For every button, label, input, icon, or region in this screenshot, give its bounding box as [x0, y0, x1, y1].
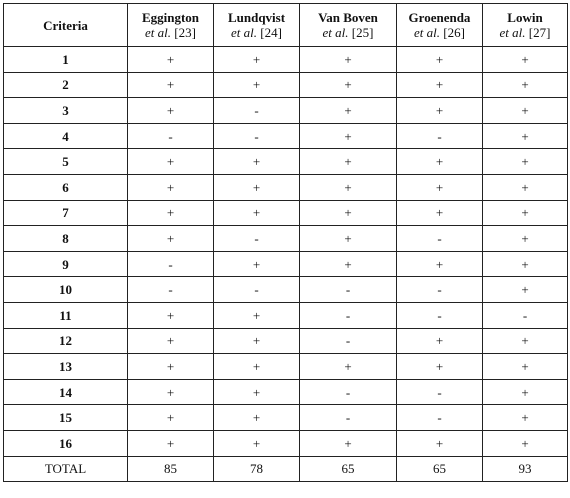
- total-row: [4, 456, 568, 481]
- criterion-mark: -: [300, 379, 397, 405]
- study-citation: [214, 25, 299, 40]
- total-value: 78: [214, 456, 300, 481]
- criterion-mark: +: [483, 328, 568, 354]
- criterion-mark: -: [128, 277, 214, 303]
- criterion-mark: +: [397, 47, 483, 73]
- criterion-mark: +: [128, 98, 214, 124]
- criterion-number: 3: [4, 98, 128, 124]
- table-row: [4, 149, 568, 175]
- criterion-mark: -: [214, 277, 300, 303]
- criterion-mark: +: [128, 47, 214, 73]
- total-value: 85: [128, 456, 214, 481]
- criterion-mark: +: [300, 98, 397, 124]
- study-citation: [397, 25, 482, 40]
- criterion-mark: +: [483, 200, 568, 226]
- criterion-mark: +: [128, 226, 214, 252]
- table-row: [4, 200, 568, 226]
- criterion-mark: +: [300, 354, 397, 380]
- criterion-mark: +: [397, 200, 483, 226]
- study-citation: [128, 25, 213, 40]
- criterion-mark: +: [128, 302, 214, 328]
- criterion-number: 10: [4, 277, 128, 303]
- criterion-mark: -: [397, 302, 483, 328]
- criterion-mark: +: [397, 251, 483, 277]
- criterion-mark: +: [300, 123, 397, 149]
- criterion-number: 14: [4, 379, 128, 405]
- criterion-mark: +: [483, 47, 568, 73]
- criterion-mark: +: [214, 302, 300, 328]
- criterion-number: 13: [4, 354, 128, 380]
- criterion-mark: -: [300, 405, 397, 431]
- total-label: TOTAL: [4, 456, 128, 481]
- criterion-mark: -: [397, 226, 483, 252]
- criterion-mark: +: [128, 430, 214, 456]
- criterion-mark: +: [483, 174, 568, 200]
- study-ref: [23]: [174, 25, 196, 40]
- criteria-table: [3, 3, 568, 482]
- table-row: [4, 47, 568, 73]
- criterion-mark: +: [214, 174, 300, 200]
- header-criteria: Criteria: [4, 4, 128, 47]
- criterion-mark: +: [300, 72, 397, 98]
- criterion-mark: -: [128, 123, 214, 149]
- criterion-number: 7: [4, 200, 128, 226]
- criterion-mark: -: [397, 405, 483, 431]
- criterion-mark: +: [214, 430, 300, 456]
- et-al: et al.: [414, 25, 441, 40]
- criterion-mark: +: [397, 174, 483, 200]
- criterion-mark: +: [397, 354, 483, 380]
- criterion-mark: +: [214, 47, 300, 73]
- criterion-mark: -: [483, 302, 568, 328]
- criterion-mark: +: [300, 251, 397, 277]
- criterion-mark: +: [483, 430, 568, 456]
- header-study-van-boven: [300, 4, 397, 47]
- total-value: 65: [397, 456, 483, 481]
- criterion-mark: +: [128, 354, 214, 380]
- criterion-number: 16: [4, 430, 128, 456]
- criterion-mark: -: [300, 277, 397, 303]
- table-row: [4, 72, 568, 98]
- criterion-mark: +: [214, 149, 300, 175]
- table-body: [4, 47, 568, 482]
- criterion-number: 5: [4, 149, 128, 175]
- criterion-mark: +: [483, 98, 568, 124]
- study-author: Lowin: [507, 10, 543, 25]
- et-al: et al.: [499, 25, 526, 40]
- study-author: Groenenda: [408, 10, 471, 25]
- table-row: [4, 302, 568, 328]
- criterion-mark: +: [128, 328, 214, 354]
- study-author: Van Boven: [318, 10, 378, 25]
- criterion-mark: +: [128, 379, 214, 405]
- criterion-mark: +: [214, 251, 300, 277]
- criterion-mark: +: [300, 226, 397, 252]
- table-row: [4, 430, 568, 456]
- table-row: [4, 98, 568, 124]
- criterion-mark: -: [397, 277, 483, 303]
- study-ref: [25]: [351, 25, 374, 40]
- total-value: 93: [483, 456, 568, 481]
- criterion-number: 4: [4, 123, 128, 149]
- criterion-mark: +: [483, 354, 568, 380]
- criterion-mark: +: [300, 174, 397, 200]
- criterion-number: 1: [4, 47, 128, 73]
- study-ref: [26]: [443, 25, 465, 40]
- table-row: [4, 123, 568, 149]
- criterion-mark: -: [300, 328, 397, 354]
- et-al: et al.: [231, 25, 258, 40]
- table-row: [4, 379, 568, 405]
- criterion-mark: +: [128, 72, 214, 98]
- criterion-mark: +: [483, 226, 568, 252]
- criterion-mark: +: [397, 328, 483, 354]
- criterion-mark: +: [214, 405, 300, 431]
- criterion-mark: +: [128, 200, 214, 226]
- criterion-mark: -: [214, 226, 300, 252]
- criterion-number: 15: [4, 405, 128, 431]
- criterion-mark: +: [483, 149, 568, 175]
- criterion-mark: +: [214, 72, 300, 98]
- criterion-mark: +: [300, 430, 397, 456]
- criterion-mark: +: [128, 405, 214, 431]
- criterion-mark: +: [483, 277, 568, 303]
- table-row: [4, 174, 568, 200]
- criterion-mark: -: [214, 98, 300, 124]
- criterion-mark: +: [300, 149, 397, 175]
- criterion-mark: +: [483, 123, 568, 149]
- study-author: Lundqvist: [227, 10, 286, 25]
- criterion-number: 11: [4, 302, 128, 328]
- header-study-lowin: [483, 4, 568, 47]
- et-al: et al.: [322, 25, 349, 40]
- criterion-mark: +: [397, 430, 483, 456]
- criterion-mark: +: [483, 379, 568, 405]
- criterion-mark: +: [483, 405, 568, 431]
- criterion-mark: +: [214, 200, 300, 226]
- criterion-mark: +: [214, 354, 300, 380]
- header-row: [4, 4, 568, 47]
- criterion-mark: +: [300, 47, 397, 73]
- criterion-mark: +: [397, 72, 483, 98]
- header-study-lundqvist: [214, 4, 300, 47]
- table-row: [4, 277, 568, 303]
- study-citation: [483, 25, 567, 40]
- criterion-number: 6: [4, 174, 128, 200]
- table-row: [4, 251, 568, 277]
- criterion-mark: -: [300, 302, 397, 328]
- study-ref: [27]: [528, 25, 551, 40]
- criterion-mark: -: [214, 123, 300, 149]
- study-citation: [300, 25, 396, 40]
- header-study-groenenda: [397, 4, 483, 47]
- criterion-mark: +: [483, 72, 568, 98]
- et-al: et al.: [145, 25, 172, 40]
- table-row: [4, 354, 568, 380]
- table-header: [4, 4, 568, 47]
- criterion-mark: -: [397, 123, 483, 149]
- criterion-mark: +: [397, 98, 483, 124]
- criterion-mark: +: [214, 379, 300, 405]
- table-row: [4, 226, 568, 252]
- study-ref: [24]: [260, 25, 282, 40]
- header-study-eggington: [128, 4, 214, 47]
- table-row: [4, 405, 568, 431]
- criterion-number: 9: [4, 251, 128, 277]
- total-value: 65: [300, 456, 397, 481]
- criterion-mark: +: [397, 149, 483, 175]
- criterion-mark: +: [128, 149, 214, 175]
- criterion-mark: +: [214, 328, 300, 354]
- criterion-mark: -: [128, 251, 214, 277]
- criterion-number: 8: [4, 226, 128, 252]
- criterion-mark: +: [300, 200, 397, 226]
- criterion-mark: -: [397, 379, 483, 405]
- criterion-number: 2: [4, 72, 128, 98]
- table-row: [4, 328, 568, 354]
- criterion-number: 12: [4, 328, 128, 354]
- study-author: Eggington: [141, 10, 200, 25]
- criterion-mark: +: [483, 251, 568, 277]
- criterion-mark: +: [128, 174, 214, 200]
